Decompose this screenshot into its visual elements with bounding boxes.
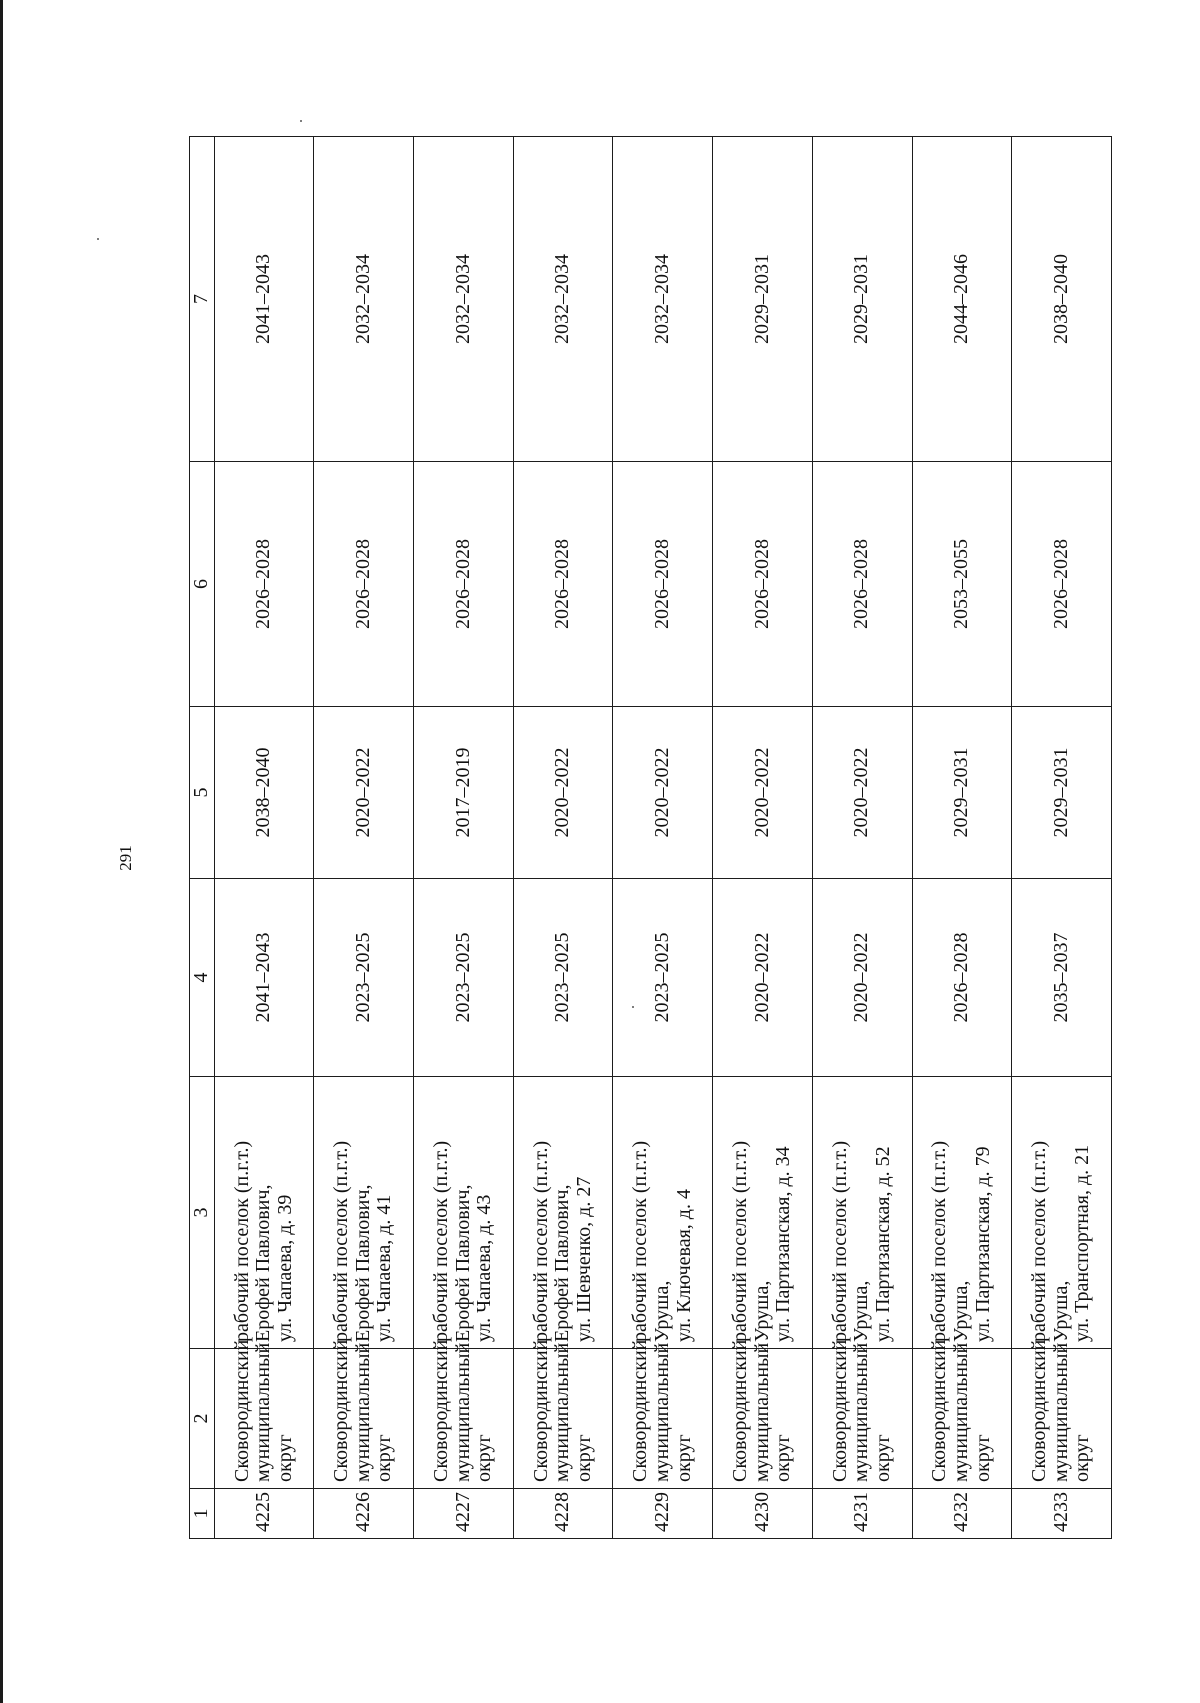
period-cell-col4: 2041–2043 <box>214 879 314 1077</box>
header-col-7: 7 <box>190 137 215 462</box>
period-cell-col4: 2023–2025 <box>513 879 613 1077</box>
address-line: ул. Транспортная, д. 21 <box>1071 1144 1094 1342</box>
address-line: ул. Чапаева, д. 41 <box>373 1194 396 1342</box>
district-line: муниципальный <box>351 1342 374 1482</box>
address-line: рабочий поселок (п.г.т.) <box>928 1140 951 1342</box>
address-line: ул. Чапаева, д. 39 <box>273 1194 296 1342</box>
address-line: рабочий поселок (п.г.т.) <box>629 1140 652 1342</box>
period-cell-col4: 2026–2028 <box>912 879 1012 1077</box>
header-col-4: 4 <box>190 879 215 1077</box>
period-cell-col4: 2023–2025 <box>613 879 713 1077</box>
period-cell-col4: 2023–2025 <box>414 879 514 1077</box>
district-line: муниципальный <box>950 1342 973 1482</box>
period-cell-col5: 2020–2022 <box>613 707 713 879</box>
address-line: Ерофей Павлович, <box>551 1184 574 1342</box>
row-number-cell: 4230 <box>713 1489 813 1539</box>
district-cell <box>414 1339 514 1489</box>
address-line: рабочий поселок (п.г.т.) <box>330 1140 353 1342</box>
period-cell-col4: 2023–2025 <box>314 879 414 1077</box>
district-line: Сковородинский <box>1028 1339 1051 1482</box>
district-line: округ <box>572 1434 595 1482</box>
address-line: Ерофей Павлович, <box>252 1184 275 1342</box>
address-line: Уруша, <box>950 1280 973 1342</box>
row-number-cell: 4232 <box>912 1489 1012 1539</box>
table-row <box>613 137 713 1539</box>
address-line: Уруша, <box>750 1280 773 1342</box>
address-line: рабочий поселок (п.г.т.) <box>828 1140 851 1342</box>
district-line: Сковородинский <box>429 1339 452 1482</box>
period-cell-col6: 2026–2028 <box>414 462 514 707</box>
district-line: округ <box>871 1434 894 1482</box>
period-cell-col5: 2020–2022 <box>513 707 613 879</box>
address-line: ул. Партизанская, д. 34 <box>772 1146 795 1342</box>
period-cell-col6: 2026–2028 <box>713 462 813 707</box>
address-line: ул. Партизанская, д. 52 <box>871 1146 894 1342</box>
row-number-cell: 4225 <box>214 1489 314 1539</box>
period-cell-col4: 2020–2022 <box>713 879 813 1077</box>
period-cell-col4: 2020–2022 <box>812 879 912 1077</box>
district-line: муниципальный <box>650 1342 673 1482</box>
district-line: муниципальный <box>850 1342 873 1482</box>
header-col-3: 3 <box>190 1077 215 1349</box>
row-number-cell: 4227 <box>414 1489 514 1539</box>
district-line: Сковородинский <box>928 1339 951 1482</box>
district-line: Сковородинский <box>729 1339 752 1482</box>
table-row <box>1012 137 1112 1539</box>
period-cell-col5: 2029–2031 <box>1012 707 1112 879</box>
address-line: Ерофей Павлович, <box>451 1184 474 1342</box>
address-line: рабочий поселок (п.г.т.) <box>429 1140 452 1342</box>
row-number-cell: 4228 <box>513 1489 613 1539</box>
address-cell <box>513 1077 613 1349</box>
table-header-row <box>190 137 215 1539</box>
header-col-6: 6 <box>190 462 215 707</box>
district-cell <box>713 1339 813 1489</box>
district-cell <box>912 1339 1012 1489</box>
row-number-cell: 4229 <box>613 1489 713 1539</box>
address-line: ул. Чапаева, д. 43 <box>473 1194 496 1342</box>
district-line: муниципальный <box>252 1342 275 1482</box>
period-cell-col6: 2026–2028 <box>613 462 713 707</box>
district-line: округ <box>373 1434 396 1482</box>
period-cell-col7: 2041–2043 <box>214 137 314 462</box>
period-cell-col6: 2026–2028 <box>314 462 414 707</box>
scan-left-edge <box>0 0 3 1703</box>
district-line: округ <box>772 1434 795 1482</box>
header-col-2: 2 <box>190 1349 215 1489</box>
district-line: округ <box>273 1434 296 1482</box>
period-cell-col7: 2032–2034 <box>513 137 613 462</box>
address-line: Ерофей Павлович, <box>351 1184 374 1342</box>
address-line: ул. Ключевая, д. 4 <box>672 1189 695 1342</box>
period-cell-col5: 2017–2019 <box>414 707 514 879</box>
district-line: округ <box>971 1434 994 1482</box>
period-cell-col6: 2026–2028 <box>214 462 314 707</box>
schedule-table <box>189 136 1112 1539</box>
district-line: округ <box>473 1434 496 1482</box>
page-number: 291 <box>116 845 135 871</box>
district-line: Сковородинский <box>230 1339 253 1482</box>
address-line: рабочий поселок (п.г.т.) <box>230 1140 253 1342</box>
period-cell-col5: 2029–2031 <box>912 707 1012 879</box>
table-body <box>214 137 1111 1539</box>
period-cell-col5: 2038–2040 <box>214 707 314 879</box>
address-cell <box>414 1077 514 1349</box>
period-cell-col7: 2044–2046 <box>912 137 1012 462</box>
period-cell-col7: 2029–2031 <box>713 137 813 462</box>
period-cell-col6: 2026–2028 <box>1012 462 1112 707</box>
district-line: муниципальный <box>1049 1342 1072 1482</box>
district-line: муниципальный <box>750 1342 773 1482</box>
table-row <box>314 137 414 1539</box>
rotated-table-container <box>189 137 1112 1539</box>
address-cell <box>1012 1077 1112 1349</box>
district-cell <box>214 1339 314 1489</box>
address-line: рабочий поселок (п.г.т.) <box>1028 1140 1051 1342</box>
period-cell-col6: 2053–2055 <box>912 462 1012 707</box>
district-line: муниципальный <box>551 1342 574 1482</box>
period-cell-col4: 2035–2037 <box>1012 879 1112 1077</box>
address-line: ул. Шевченко, д. 27 <box>572 1176 595 1342</box>
address-cell <box>214 1077 314 1349</box>
period-cell-col7: 2029–2031 <box>812 137 912 462</box>
header-col-1: 1 <box>190 1489 215 1539</box>
period-cell-col7: 2038–2040 <box>1012 137 1112 462</box>
table-row <box>513 137 613 1539</box>
district-line: Сковородинский <box>629 1339 652 1482</box>
row-number-cell: 4231 <box>812 1489 912 1539</box>
scan-speck <box>300 120 302 122</box>
district-line: Сковородинский <box>529 1339 552 1482</box>
address-line: Уруша, <box>650 1280 673 1342</box>
scan-speck <box>97 238 99 240</box>
row-number-cell: 4233 <box>1012 1489 1112 1539</box>
table-row <box>912 137 1012 1539</box>
district-line: муниципальный <box>451 1342 474 1482</box>
district-line: округ <box>1071 1434 1094 1482</box>
district-cell <box>613 1339 713 1489</box>
period-cell-col5: 2020–2022 <box>812 707 912 879</box>
row-number-cell: 4226 <box>314 1489 414 1539</box>
period-cell-col7: 2032–2034 <box>414 137 514 462</box>
table-row <box>713 137 813 1539</box>
address-line: ул. Партизанская, д. 79 <box>971 1146 994 1342</box>
address-cell <box>713 1077 813 1349</box>
period-cell-col7: 2032–2034 <box>613 137 713 462</box>
address-line: рабочий поселок (п.г.т.) <box>529 1140 552 1342</box>
address-cell <box>912 1077 1012 1349</box>
district-line: Сковородинский <box>330 1339 353 1482</box>
address-cell <box>613 1077 713 1349</box>
district-line: округ <box>672 1434 695 1482</box>
header-col-5: 5 <box>190 707 215 879</box>
period-cell-col6: 2026–2028 <box>812 462 912 707</box>
district-cell <box>314 1339 414 1489</box>
district-cell <box>513 1339 613 1489</box>
address-cell <box>812 1077 912 1349</box>
period-cell-col6: 2026–2028 <box>513 462 613 707</box>
period-cell-col5: 2020–2022 <box>314 707 414 879</box>
table-row <box>414 137 514 1539</box>
district-cell <box>812 1339 912 1489</box>
address-line: Уруша, <box>1049 1280 1072 1342</box>
table-row <box>214 137 314 1539</box>
period-cell-col7: 2032–2034 <box>314 137 414 462</box>
address-line: рабочий поселок (п.г.т.) <box>729 1140 752 1342</box>
table-row <box>812 137 912 1539</box>
address-line: Уруша, <box>850 1280 873 1342</box>
district-cell <box>1012 1339 1112 1489</box>
address-cell <box>314 1077 414 1349</box>
district-line: Сковородинский <box>828 1339 851 1482</box>
period-cell-col5: 2020–2022 <box>713 707 813 879</box>
